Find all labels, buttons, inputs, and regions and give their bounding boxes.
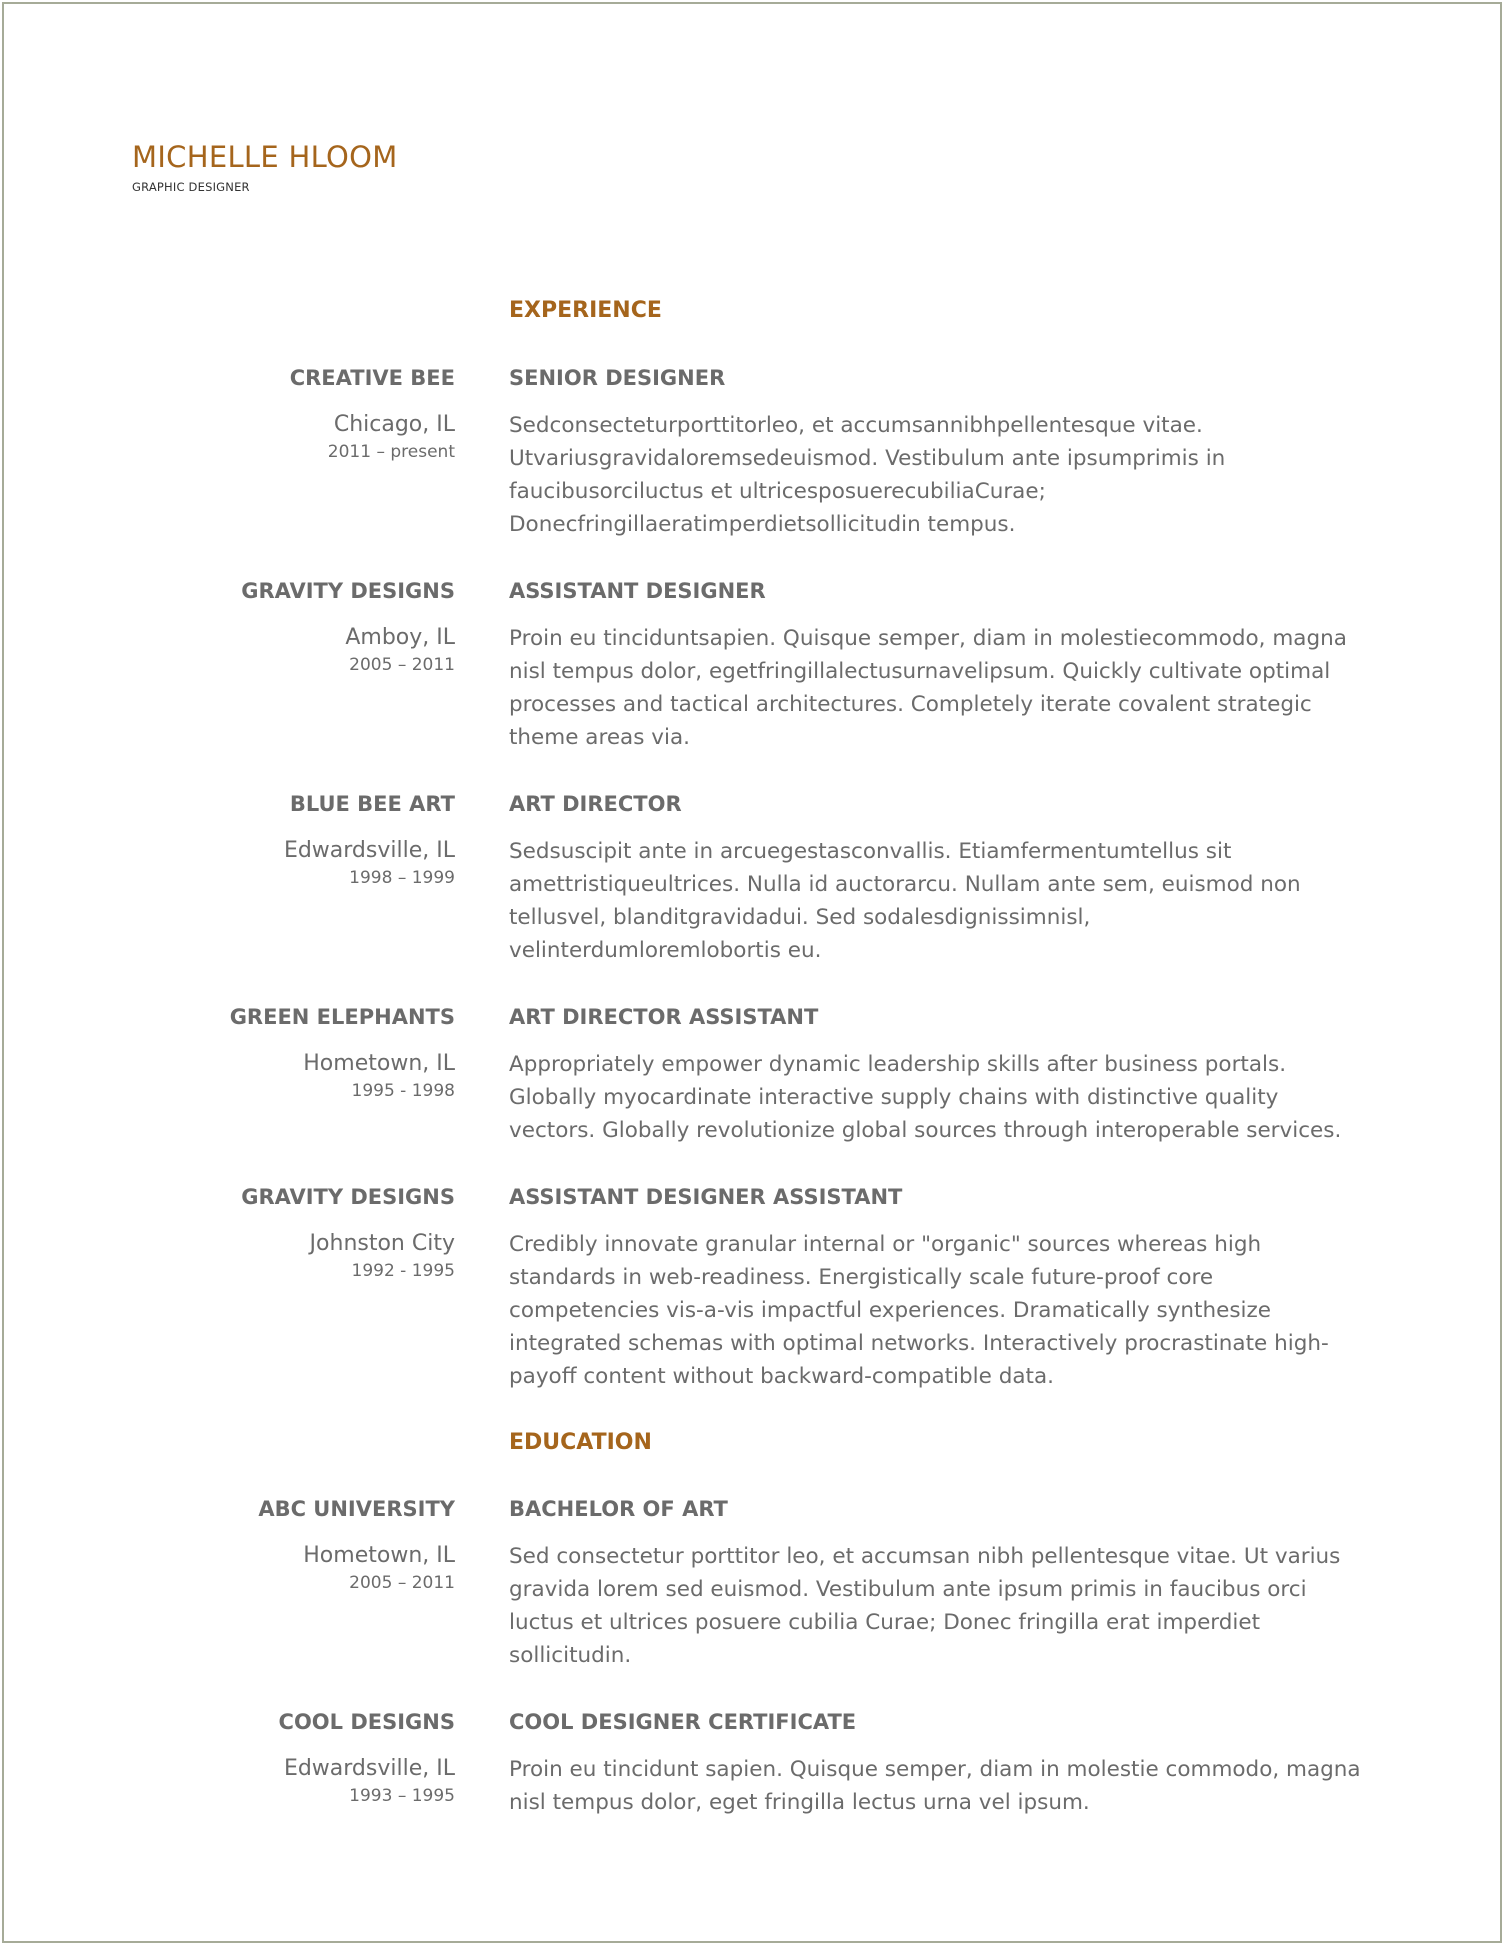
entry-role: ART DIRECTOR ASSISTANT <box>509 1005 819 1029</box>
entry-description: Proin eu tincidunt sapien. Quisque semper, diam in molestie commodo, magna nisl tempus dolor, eget fringilla lectus urna vel ipsum. <box>509 1757 1361 1815</box>
education-heading: EDUCATION <box>509 1430 652 1455</box>
entry-role: SENIOR DESIGNER <box>509 366 726 390</box>
entry-location: Edwardsville, IL <box>283 838 455 863</box>
entry-role: BACHELOR OF ART <box>509 1497 728 1521</box>
entry-body <box>509 576 1379 754</box>
entry-location: Hometown, IL <box>303 1051 455 1076</box>
entry-body <box>509 363 1379 541</box>
entry-location: Hometown, IL <box>303 1543 455 1568</box>
entry-role: COOL DESIGNER CERTIFICATE <box>509 1710 857 1734</box>
entry-location: Edwardsville, IL <box>283 1756 455 1781</box>
entry-body <box>509 789 1379 967</box>
organization-name: COOL DESIGNS <box>278 1710 455 1734</box>
candidate-title: GRAPHIC DESIGNER <box>132 180 250 194</box>
entry-meta <box>155 363 455 465</box>
entry-location: Chicago, IL <box>333 412 455 437</box>
entry-meta <box>155 789 455 891</box>
entry-dates: 1995 - 1998 <box>351 1081 455 1101</box>
entry-meta <box>155 1182 455 1284</box>
entry-dates: 1992 - 1995 <box>351 1261 455 1281</box>
entry-location: Johnston City <box>309 1231 455 1256</box>
entry-dates: 2005 – 2011 <box>349 655 455 675</box>
entry-description: Sedconsecteturporttitorleo, et accumsannibhpellentesque vitae. Utvariusgravidaloremsedeuismod. Vestibulum ante ipsumprimis in faucibusorciluctus et ultricesposuerecubiliaCurae; Donecfringillaeratimperdietsollicitudin tempus. <box>509 413 1226 537</box>
entry-description: Sed consectetur porttitor leo, et accumsan nibh pellentesque vitae. Ut varius gravida lorem sed euismod. Vestibulum ante ipsum primis in faucibus orci luctus et ultrices posuere cubilia Curae; Donec fringilla erat imperdiet sollicitudin. <box>509 1544 1341 1668</box>
entry-meta <box>155 1002 455 1104</box>
resume-page <box>2 2 1502 1943</box>
entry-role: ART DIRECTOR <box>509 792 682 816</box>
candidate-name: MICHELLE HLOOM <box>132 140 398 174</box>
organization-name: GREEN ELEPHANTS <box>229 1005 455 1029</box>
entry-role: ASSISTANT DESIGNER ASSISTANT <box>509 1185 903 1209</box>
organization-name: BLUE BEE ART <box>289 792 455 816</box>
resume-header <box>132 138 398 194</box>
organization-name: GRAVITY DESIGNS <box>241 579 455 603</box>
organization-name: ABC UNIVERSITY <box>258 1497 455 1521</box>
entry-description: Proin eu tinciduntsapien. Quisque semper, diam in molestiecommodo, magna nisl tempus dolor, egetfringillalectusurnavelipsum. Quickly cultivate optimal processes and tactical architectures. Completely iterate covalent strategic theme areas via. <box>509 626 1347 750</box>
entry-meta <box>155 1707 455 1809</box>
entry-description: Sedsuscipit ante in arcuegestasconvallis. Etiamfermentumtellus sit amettristiqueultrices. Nulla id auctorarcu. Nullam ante sem, euismod non tellusvel, blanditgravidadui. Sed sodalesdignissimnisl, velinterdumloremlobortis eu. <box>509 839 1301 963</box>
entry-dates: 1998 – 1999 <box>349 868 455 888</box>
organization-name: CREATIVE BEE <box>289 366 455 390</box>
entry-location: Amboy, IL <box>345 625 455 650</box>
entry-description: Credibly innovate granular internal or "organic" sources whereas high standards in web-readiness. Energistically scale future-proof core competencies vis-a-vis impactful experiences. Dramatically synthesize integrated schemas with optimal networks. Interactively procrastinate high-payoff content without backward-compatible data. <box>509 1232 1329 1389</box>
entry-role: ASSISTANT DESIGNER <box>509 579 766 603</box>
entry-dates: 2005 – 2011 <box>349 1573 455 1593</box>
organization-name: GRAVITY DESIGNS <box>241 1185 455 1209</box>
entry-dates: 2011 – present <box>327 442 455 462</box>
entry-body <box>509 1002 1379 1147</box>
experience-heading: EXPERIENCE <box>509 298 662 323</box>
entry-description: Appropriately empower dynamic leadership skills after business portals. Globally myocardinate interactive supply chains with distinctive quality vectors. Globally revolutionize global sources through interoperable services. <box>509 1052 1342 1143</box>
entry-dates: 1993 – 1995 <box>349 1786 455 1806</box>
entry-body <box>509 1182 1379 1393</box>
entry-body <box>509 1707 1379 1819</box>
entry-meta <box>155 1494 455 1596</box>
entry-meta <box>155 576 455 678</box>
entry-body <box>509 1494 1379 1672</box>
